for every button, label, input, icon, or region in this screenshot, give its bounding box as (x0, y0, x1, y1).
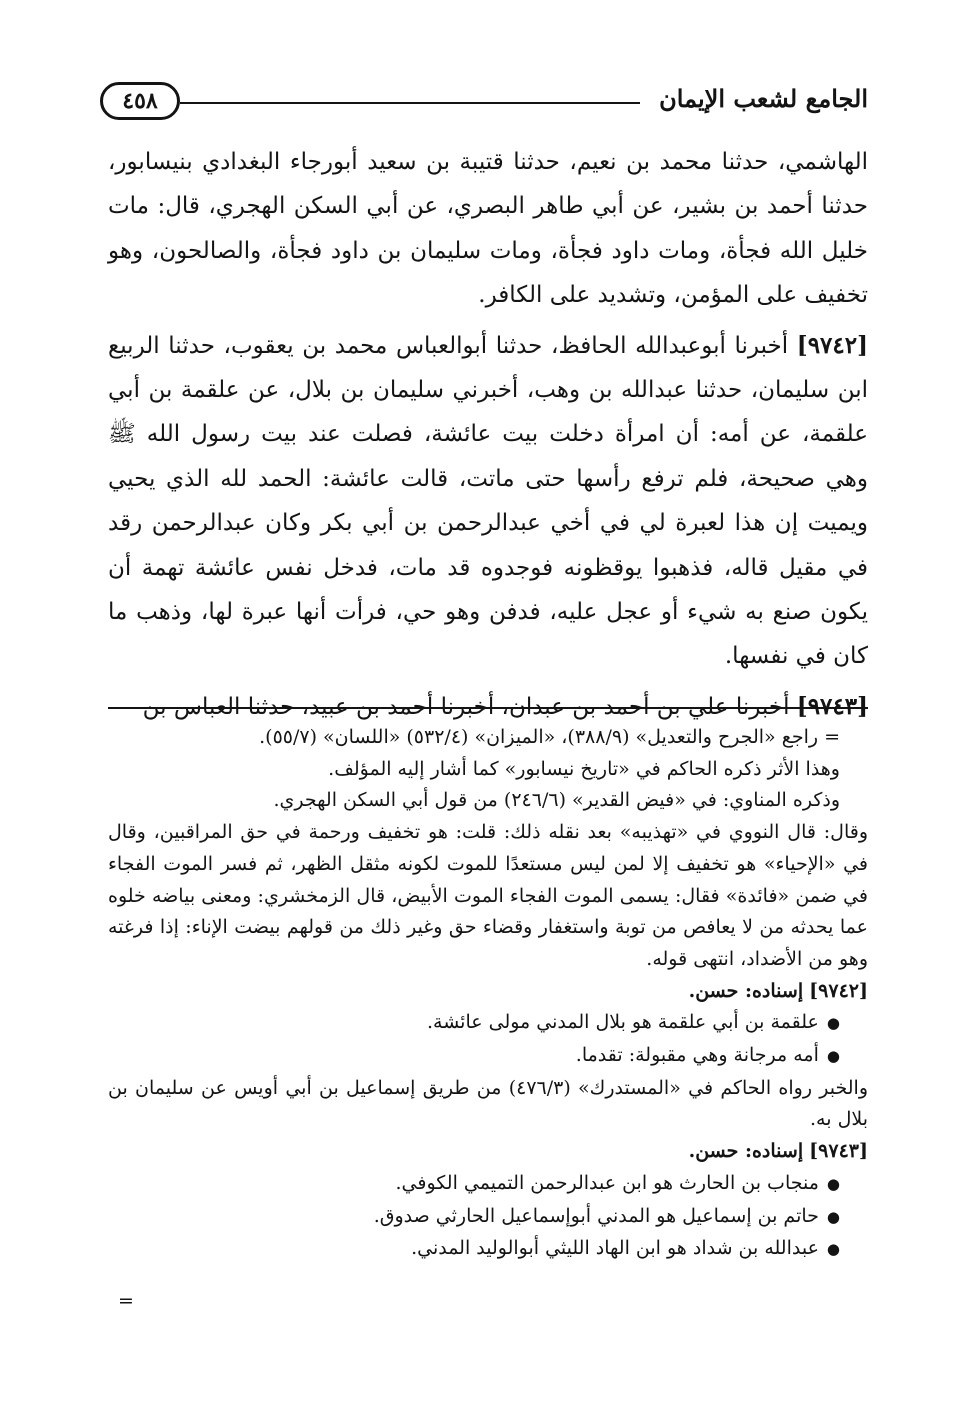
book-title: الجامع لشعب الإيمان (659, 84, 868, 113)
header-rule (180, 102, 640, 104)
footnote-isnad-9743 (108, 1136, 868, 1168)
footnote-number: [٩٧٤٣] (809, 1140, 868, 1163)
bullet-icon: ● (826, 1047, 840, 1066)
paragraph-continuation: الهاشمي، حدثنا محمد بن نعيم، حدثنا قتيبة بن سعيد أبورجاء البغدادي بنيسابور، حدثنا أحمد بن بشير، عن أبي طاهر البصري، عن أبي السكن الهجري، قال: مات خليل الله فجأة، ومات داود فجأة، ومات سليمان بن داود فجأة، والصالحون، وهو تخفيف على المؤمن، وتشديد على الكافر. (108, 149, 868, 309)
hadith-number: [٩٧٤٢] (796, 331, 868, 359)
footnote-line: = راجع «الجرح والتعديل» (٣٨٨/٩)، «الميزان» (٥٣٢/٤) «اللسان» (٥٥/٧). (259, 726, 840, 748)
list-item: ●عبدالله بن شداد هو ابن الهاد الليثي أبوالوليد المدني. (108, 1233, 840, 1266)
footnote-line: وقال: قال النووي في «تهذيبه» بعد نقله ذلك: قلت: هو تخفيف ورحمة في حق المراقبين، وقال في «الإحياء» هو تخفيف إلا لمن ليس مستعدًا للموت لكونه مثقل الظهر، ثم فسر الموت الفجاء في ضمن «فائدة» فقال: يسمى الموت الفجاء الموت الأبيض، قال الزمخشري: ومعنى بياضه خلوه عما يحدثه من لا يعافص من توبة واستغفار وقضاء حق وغير ذلك من قولهم بيضت الإناء: إذا فرغته وهو من الأضداد، انتهى قوله. (108, 821, 869, 970)
list-item: ●أمه مرجانة وهي مقبولة: تقدما. (108, 1040, 840, 1073)
footnote-line: والخبر رواه الحاكم في «المستدرك» (٤٧٦/٣) من طريق إسماعيل بن أبي أويس عن سليمان بن بلال به. (108, 1076, 868, 1131)
footnote-separator (108, 707, 868, 709)
footnote-number: [٩٧٤٢] (809, 979, 868, 1002)
hadith-text: أخبرنا أبوعبدالله الحافظ، حدثنا أبوالعباس محمد بن يعقوب، حدثنا الربيع ابن سليمان، حدثنا عبدالله بن وهب، أخبرني سليمان بن بلال، عن علقمة بن أبي علقمة، عن أمه: أن امرأة دخلت بيت عائشة، فصلت عند بيت رسول الله ﷺ وهي صحيحة، فلم ترفع رأسها حتى ماتت، قالت عائشة: الحمد لله الذي يحيي ويميت إن هذا لعبرة لي في أخي عبدالرحمن بن أبي بكر وكان عبدالرحمن رقد في مقيل قاله، فذهبوا يوقظونه فوجدوه قد مات، فدخل نفس عائشة تهمة أن يكون صنع به شيء أو عجل عليه، فدفن وهو حي، فرأت أنها عبرة لها، وذهب ما كان في نفسها. (108, 332, 868, 670)
footnote-isnad-9742 (108, 976, 868, 1008)
narrator-list (108, 1007, 868, 1072)
page-number-badge (100, 82, 180, 120)
list-item: ●منجاب بن الحارث هو ابن عبدالرحمن التميمي الكوفي. (108, 1168, 840, 1201)
footnote-line: وهذا الأثر ذكره الحاكم في «تاريخ نيسابور» كما أشار إليه المؤلف. (328, 757, 840, 780)
bullet-icon: ● (826, 1174, 840, 1193)
hadith-text: أخبرنا علي بن أحمد بن عبدان، أخبرنا أحمد بن عبيد، حدثنا العباس بن (142, 693, 790, 720)
bullet-icon: ● (826, 1240, 840, 1259)
hadith-number: [٩٧٤٣] (796, 692, 868, 720)
footnote-line: وذكره المناوي: في «فيض القدير» (٢٤٦/٦) من قول أبي السكن الهجري. (273, 789, 840, 812)
footnote-heading: إسناده: حسن. (688, 979, 804, 1002)
footnotes (108, 722, 868, 1266)
bullet-icon: ● (826, 1014, 840, 1033)
main-text (108, 140, 868, 735)
narrator-list (108, 1168, 868, 1266)
page-header (92, 78, 868, 126)
hadith-9742 (108, 324, 868, 679)
list-item: ●علقمة بن أبي علقمة هو بلال المدني مولى عائشة. (108, 1007, 840, 1040)
footnote-heading: إسناده: حسن. (688, 1140, 804, 1163)
list-item: ●حاتم بن إسماعيل هو المدني أبوإسماعيل الحارثي صدوق. (108, 1201, 840, 1234)
page-number: ٤٥٨ (122, 88, 158, 114)
bullet-icon: ● (826, 1207, 840, 1226)
continuation-mark: = (118, 1290, 134, 1312)
